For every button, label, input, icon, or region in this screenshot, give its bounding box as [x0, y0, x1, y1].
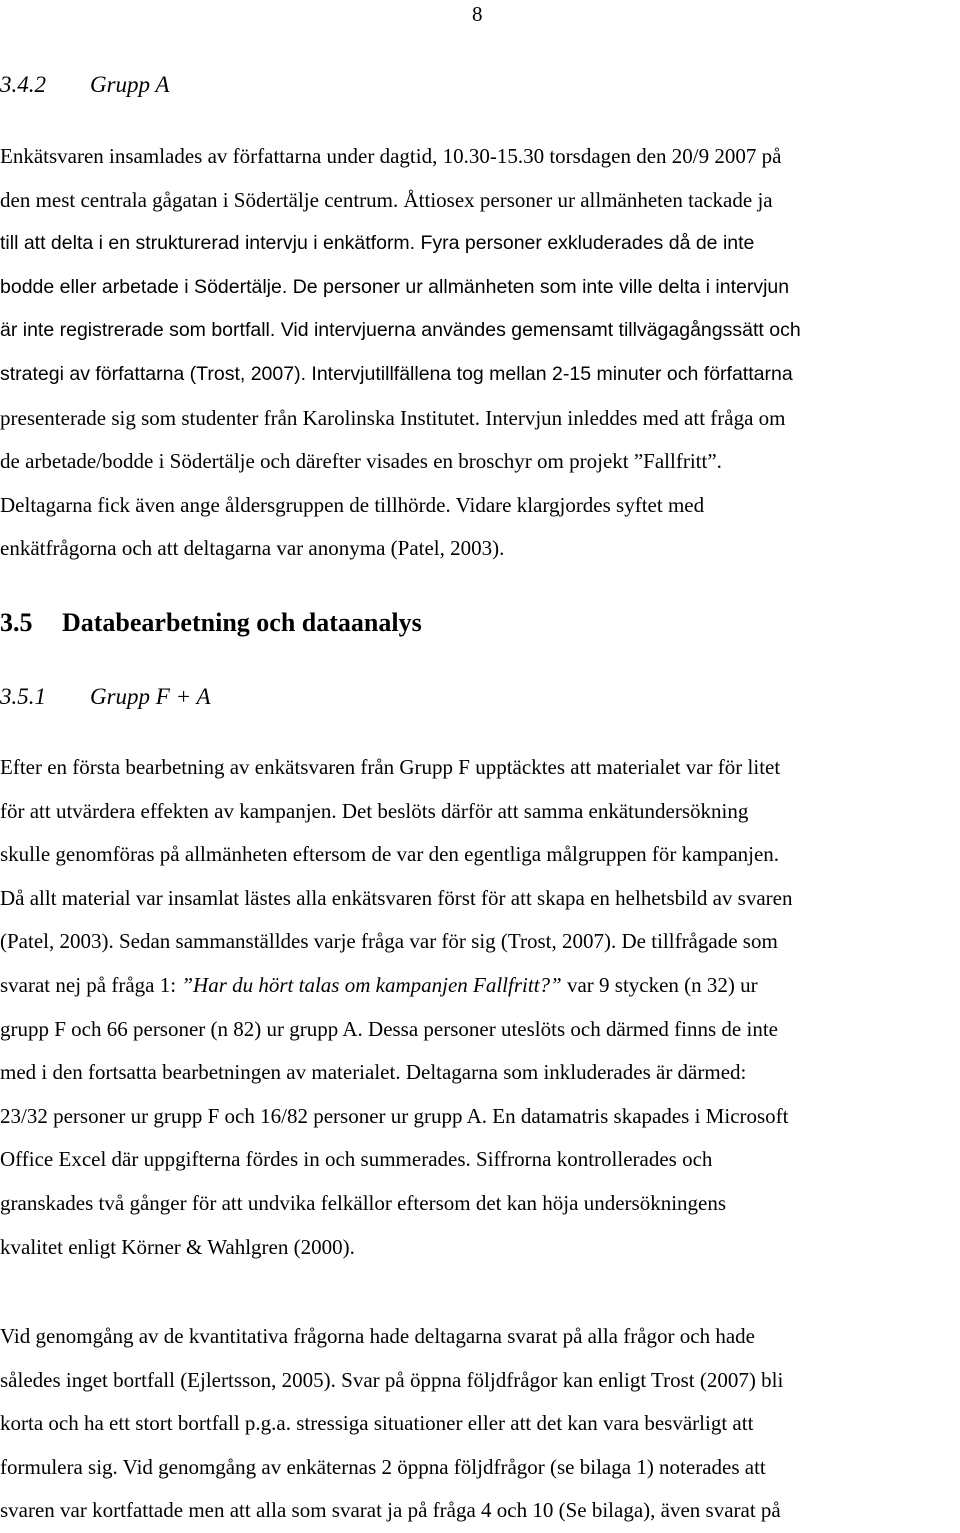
section-heading-3-5-1 — [0, 684, 211, 710]
text-line: således inget bortfall (Ejlertsson, 2005). Svar på öppna följdfrågor kan enligt Trost (2007) bli — [0, 1367, 784, 1392]
text-line: Office Excel där uppgifterna fördes in och summerades. Siffrorna kontrollerades och — [0, 1147, 713, 1172]
text-line: (Patel, 2003). Sedan sammanställdes varje fråga var för sig (Trost, 2007). De tillfrågade som — [0, 929, 778, 954]
page-number: 8 — [472, 2, 483, 26]
paragraph-grupp-f-a — [0, 746, 960, 1269]
section-heading-3-5 — [0, 608, 422, 638]
text-line: 23/32 personer ur grupp F och 16/82 personer ur grupp A. En datamatris skapades i Microsoft — [0, 1103, 789, 1128]
section-title: Databearbetning och dataanalys — [62, 608, 422, 637]
text-line: formulera sig. Vid genomgång av enkäternas 2 öppna följdfrågor (se bilaga 1) noterades att — [0, 1454, 766, 1479]
text-line — [0, 964, 960, 1008]
text-line: strategi av författarna (Trost, 2007). Intervjutillfällena tog mellan 2-15 minuter och författarna — [0, 362, 793, 385]
text-line: Deltagarna fick även ange åldersgruppen de tillhörde. Vidare klargjordes syftet med — [0, 492, 705, 517]
text-line: granskades två gånger för att undvika felkällor eftersom det kan höja undersökningens — [0, 1190, 727, 1215]
text-line: grupp F och 66 personer (n 82) ur grupp A. Dessa personer uteslöts och därmed finns de inte — [0, 1016, 778, 1041]
text-line: är inte registrerade som bortfall. Vid intervjuerna användes gemensamt tillvägagångssätt och — [0, 319, 801, 342]
text-line: Efter en första bearbetning av enkätsvaren från Grupp F upptäcktes att materialet var för litet — [0, 755, 781, 779]
section-number: 3.4.2 — [0, 72, 46, 97]
section-heading-3-4-2 — [0, 72, 169, 98]
text-line: Vid genomgång av de kvantitativa frågorna hade deltagarna svarat på alla frågor och hade — [0, 1324, 755, 1348]
text-line: presenterade sig som studenter från Karolinska Institutet. Intervjun inleddes med att fråga om — [0, 405, 786, 430]
section-title: Grupp A — [90, 72, 170, 97]
section-title: Grupp F + A — [90, 684, 211, 709]
section-number: 3.5 — [0, 608, 33, 637]
question-quote: ”Har du hört talas om kampanjen Fallfritt?” — [181, 972, 562, 997]
text-line: kvalitet enligt Körner & Wahlgren (2000). — [0, 1234, 355, 1259]
text-line: till att delta i en strukturerad intervju i enkätform. Fyra personer exkluderades då de inte — [0, 232, 755, 255]
text-line: bodde eller arbetade i Södertälje. De personer ur allmänheten som inte ville delta i intervjun — [0, 275, 790, 298]
text-line: Enkätsvaren insamlades av författarna under dagtid, 10.30-15.30 torsdagen den 20/9 2007 på — [0, 144, 782, 168]
text-line: korta och ha ett stort bortfall p.g.a. stressiga situationer eller att det kan vara besvärligt att — [0, 1411, 754, 1436]
text-line: skulle genomföras på allmänheten eftersom de var den egentliga målgruppen för kampanjen. — [0, 842, 780, 867]
text-segment: var 9 stycken (n 32) ur — [561, 972, 758, 997]
text-line: den mest centrala gågatan i Södertälje centrum. Åttiosex personer ur allmänheten tackade ja — [0, 187, 773, 212]
text-segment: svarat nej på fråga 1: — [0, 972, 182, 997]
text-line: enkätfrågorna och att deltagarna var anonyma (Patel, 2003). — [0, 536, 505, 561]
paragraph-bortfall — [0, 1315, 960, 1533]
text-line: Då allt material var insamlat lästes alla enkätsvaren först för att skapa en helhetsbild av svaren — [0, 885, 793, 910]
text-line: med i den fortsatta bearbetningen av materialet. Deltagarna som inkluderades är därmed: — [0, 1060, 747, 1085]
text-line: de arbetade/bodde i Södertälje och därefter visades en broschyr om projekt ”Fallfritt”. — [0, 449, 722, 474]
text-line: svaren var kortfattade men att alla som svarat ja på fråga 4 och 10 (Se bilaga), även svarat på — [0, 1498, 781, 1523]
section-number: 3.5.1 — [0, 684, 46, 709]
paragraph-grupp-a — [0, 135, 960, 571]
text-line: för att utvärdera effekten av kampanjen. Det beslöts därför att samma enkätundersökning — [0, 798, 749, 823]
